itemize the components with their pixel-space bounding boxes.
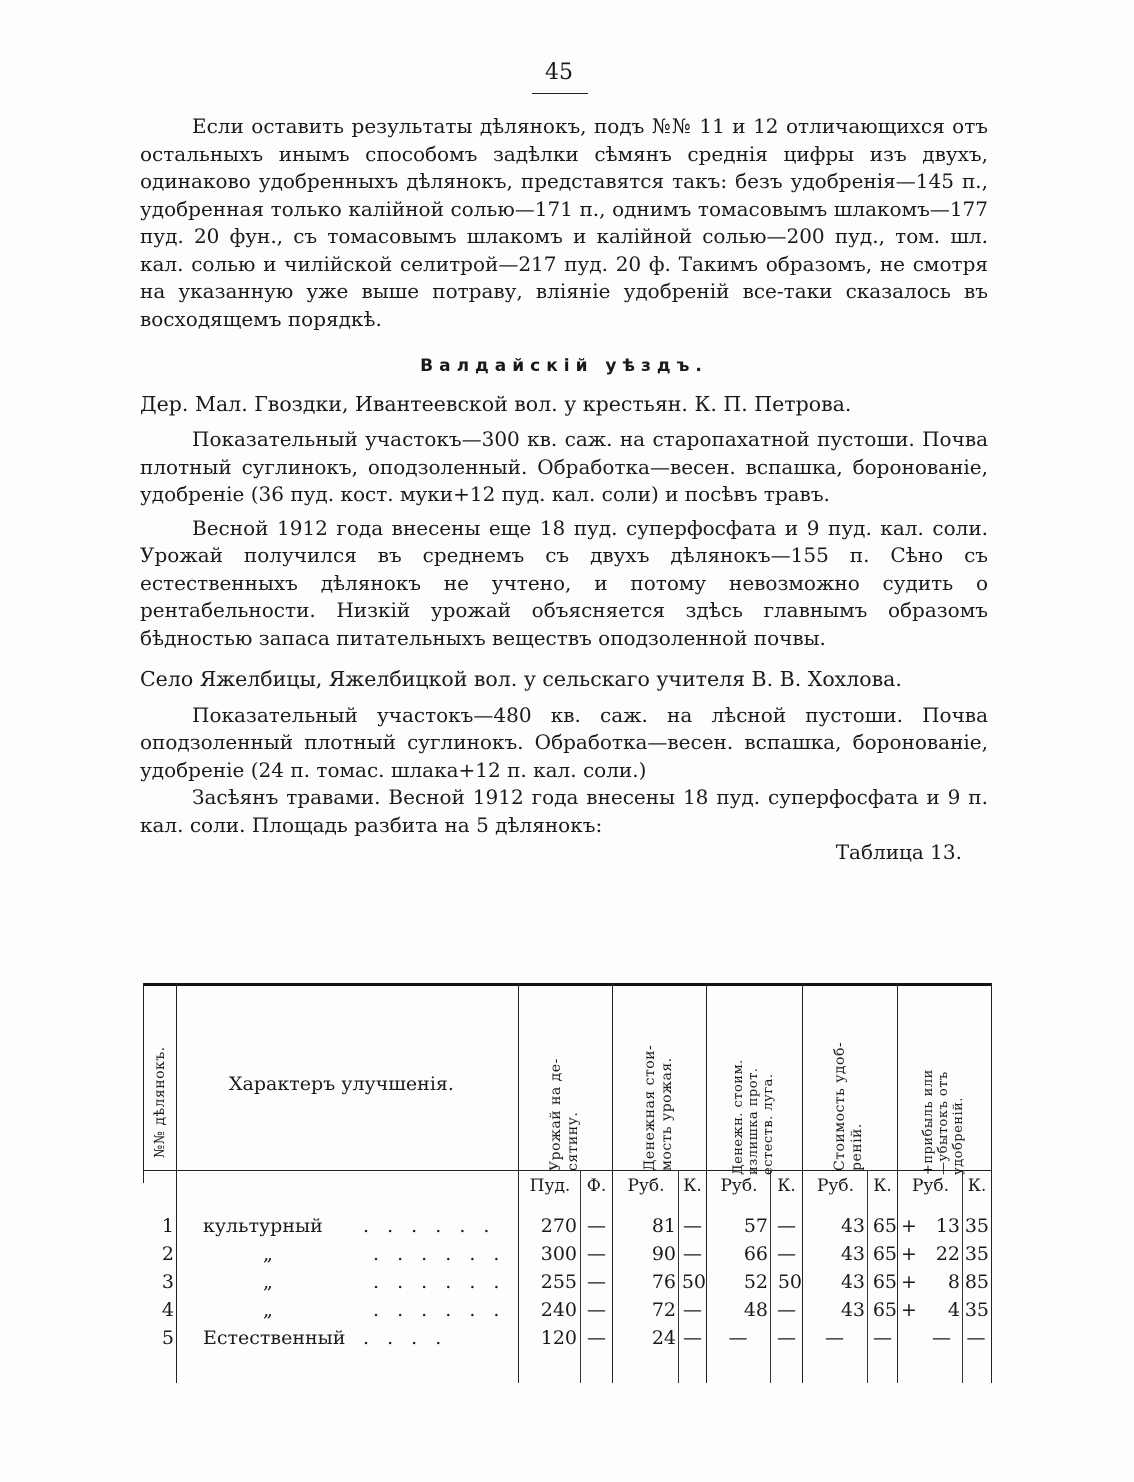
cell-no: 1	[161, 1215, 174, 1237]
header-improvement: Характеръ улучшенія.	[229, 1073, 454, 1095]
cell-sign: +	[901, 1271, 917, 1293]
unit-rub: Руб.	[911, 1176, 950, 1196]
cell-no: 4	[161, 1299, 174, 1321]
cell-pr-k: 85	[964, 1271, 989, 1293]
cell-name: „	[263, 1299, 273, 1321]
data-table	[143, 983, 991, 1383]
cell-fert-r: 43	[840, 1215, 865, 1237]
cell-f: —	[587, 1299, 606, 1321]
unit-rub: Руб.	[627, 1176, 665, 1196]
cell-sur-k: 50	[777, 1271, 802, 1293]
header-plot-number: №№ дѣлянокъ.	[151, 1046, 168, 1158]
cell-val-k: —	[683, 1215, 702, 1237]
cell-val-k: 50	[681, 1271, 706, 1293]
paragraph-gvozdki-yield: Весной 1912 года внесены еще 18 пуд. суперфосфата и 9 пуд. кал. соли. Урожай получился въ среднемъ съ двухъ дѣлянокъ—155 п. Сѣно съ естественныхъ дѣлянокъ не учтено, и потому невозможно судить о рентабельности. Низкій урожай объясняется здѣсь главнымъ образомъ бѣдностью запаса питательныхъ веществъ оподзоленной почвы.	[140, 515, 988, 650]
table-top-rule	[143, 983, 991, 986]
cell-no: 2	[161, 1243, 174, 1265]
cell-sur-r: 57	[743, 1215, 768, 1237]
cell-pr-k: 35	[964, 1215, 989, 1237]
cell-pr-r: 4	[947, 1299, 960, 1321]
cell-sur-r: 52	[743, 1271, 768, 1293]
paragraph-yazhelbitsy-sowing: Засѣянъ травами. Весной 1912 года внесены 18 пуд. суперфосфата и 9 п. кал. соли. Площадь разбита на 5 дѣлянокъ:	[140, 785, 988, 837]
table-border-left	[143, 983, 144, 1183]
cell-val-k: —	[683, 1243, 702, 1265]
cell-pr-r: 22	[935, 1243, 960, 1265]
cell-sur-k: —	[777, 1299, 796, 1321]
cell-sign: +	[901, 1299, 917, 1321]
header-crop-value: Денежная стои- мость урожая.	[642, 1044, 675, 1171]
cell-val-k: —	[683, 1299, 702, 1321]
cell-dots: . . . . . .	[373, 1271, 506, 1293]
cell-sur-k: —	[777, 1215, 796, 1237]
unit-pud: Пуд.	[529, 1176, 571, 1196]
column-rule	[802, 983, 803, 1383]
cell-f: —	[587, 1215, 606, 1237]
unit-rub: Руб.	[816, 1176, 855, 1196]
cell-name: Естественный	[203, 1327, 346, 1349]
cell-fert-k: 65	[872, 1215, 897, 1237]
section-heading: Валдайскій уѣздъ.	[420, 356, 708, 376]
cell-sign: +	[901, 1243, 917, 1265]
page-body	[140, 113, 988, 867]
cell-f: —	[587, 1271, 606, 1293]
cell-pud: 240	[540, 1299, 577, 1321]
cell-fert-r: 43	[840, 1271, 865, 1293]
cell-val-r: 72	[651, 1299, 676, 1321]
cell-f: —	[587, 1243, 606, 1265]
unit-kop: К.	[777, 1176, 796, 1196]
paragraph-yazhelbitsy-plot: Показательный участокъ—480 кв. саж. на лѣсной пустоши. Почва оподзоленный плотный суглинокъ. Обработка—весен. вспашка, боронованіе, удобреніе (24 п. томас. шлака+12 п. кал. соли.)	[140, 702, 988, 782]
cell-sur-r: 66	[743, 1243, 768, 1265]
cell-name: „	[263, 1243, 273, 1265]
cell-fert-r: 43	[840, 1299, 865, 1321]
cell-fert-r: —	[825, 1327, 844, 1349]
cell-val-r: 24	[651, 1327, 676, 1349]
cell-pud: 120	[540, 1327, 577, 1349]
cell-dots: . . . .	[363, 1327, 448, 1349]
cell-dots: . . . . . .	[363, 1215, 496, 1237]
header-yield: Урожай на де- сятину.	[548, 1058, 581, 1171]
cell-sur-r: 48	[743, 1299, 768, 1321]
unit-rub: Руб.	[720, 1176, 758, 1196]
paragraph-results: Если оставить результаты дѣлянокъ, подъ №№ 11 и 12 отличающихся отъ остальныхъ инымъ способомъ задѣлки сѣмянъ среднія цифры изъ двухъ, одинаково удобренныхъ дѣлянокъ, представятся такъ: безъ удобренія—145 п., удобренная только калійной солью—171 п., однимъ томасовымъ шлакомъ—177 пуд. 20 фун., съ томасовымъ шлакомъ и калійной солью—200 пуд., том. шл. кал. солью и чилійской селитрой—217 пуд. 20 ф. Такимъ образомъ, не смотря на указанную уже выше потраву, вліяніе удобреній все-таки сказалось въ восходящемъ порядкѣ.	[140, 114, 988, 331]
header-fertilizer-cost: Стоимость удоб- реній.	[832, 1041, 865, 1171]
cell-fert-k: 65	[872, 1299, 897, 1321]
table-border-right	[991, 983, 992, 1383]
column-rule	[176, 983, 177, 1383]
cell-f: —	[587, 1327, 606, 1349]
cell-pr-r: —	[932, 1327, 951, 1349]
cell-sur-k: —	[777, 1243, 796, 1265]
unit-kop: К.	[967, 1176, 987, 1196]
cell-dots: . . . . . .	[373, 1299, 506, 1321]
cell-fert-k: —	[873, 1327, 892, 1349]
unit-kop: К.	[683, 1176, 702, 1196]
cell-pr-k: —	[966, 1327, 986, 1349]
cell-val-r: 76	[651, 1271, 676, 1293]
unit-kop: К.	[873, 1176, 892, 1196]
column-rule	[612, 983, 613, 1383]
location-heading-gvozdki: Дер. Мал. Гвоздки, Ивантеевской вол. у крестьян. К. П. Петрова.	[140, 391, 852, 416]
cell-name: культурный	[203, 1215, 323, 1237]
cell-sur-k: —	[777, 1327, 796, 1349]
column-rule	[897, 983, 898, 1383]
cell-sign: +	[901, 1215, 917, 1237]
paragraph-gvozdki-plot: Показательный участокъ—300 кв. саж. на старопахатной пустоши. Почва плотный суглинокъ, оподзоленный. Обработка—весен. вспашка, боронованіе, удобреніе (36 пуд. кост. муки+12 пуд. кал. соли) и посѣвъ травъ.	[140, 427, 988, 506]
column-rule	[518, 983, 519, 1383]
page-number-underline	[532, 93, 588, 94]
cell-pud: 270	[540, 1215, 577, 1237]
cell-sur-r: —	[728, 1327, 748, 1349]
cell-val-k: —	[683, 1327, 702, 1349]
cell-pr-r: 13	[935, 1215, 960, 1237]
cell-fert-k: 65	[872, 1271, 897, 1293]
cell-pr-k: 35	[964, 1299, 989, 1321]
cell-no: 3	[161, 1271, 174, 1293]
cell-val-r: 81	[651, 1215, 676, 1237]
cell-pr-r: 8	[947, 1271, 960, 1293]
cell-val-r: 90	[651, 1243, 676, 1265]
cell-pud: 255	[540, 1271, 577, 1293]
cell-no: 5	[161, 1327, 174, 1349]
header-surplus-value: Денежн. стоим. излишка прот. естеств. луга.	[730, 1059, 776, 1175]
cell-pr-k: 35	[964, 1243, 989, 1265]
column-rule	[706, 983, 707, 1383]
header-profit-loss: +прибыль или —убытокъ отъ удобреній.	[920, 1069, 966, 1175]
cell-dots: . . . . . .	[373, 1243, 506, 1265]
cell-fert-k: 65	[872, 1243, 897, 1265]
page-number: 45	[545, 60, 573, 85]
cell-name: „	[263, 1271, 273, 1293]
location-heading-yazhelbitsy: Село Яжелбицы, Яжелбицкой вол. у сельскаго учителя В. В. Хохлова.	[140, 667, 902, 691]
cell-fert-r: 43	[840, 1243, 865, 1265]
cell-pud: 300	[540, 1243, 577, 1265]
unit-funt: Ф.	[586, 1176, 607, 1196]
table-label: Таблица 13.	[835, 840, 962, 864]
